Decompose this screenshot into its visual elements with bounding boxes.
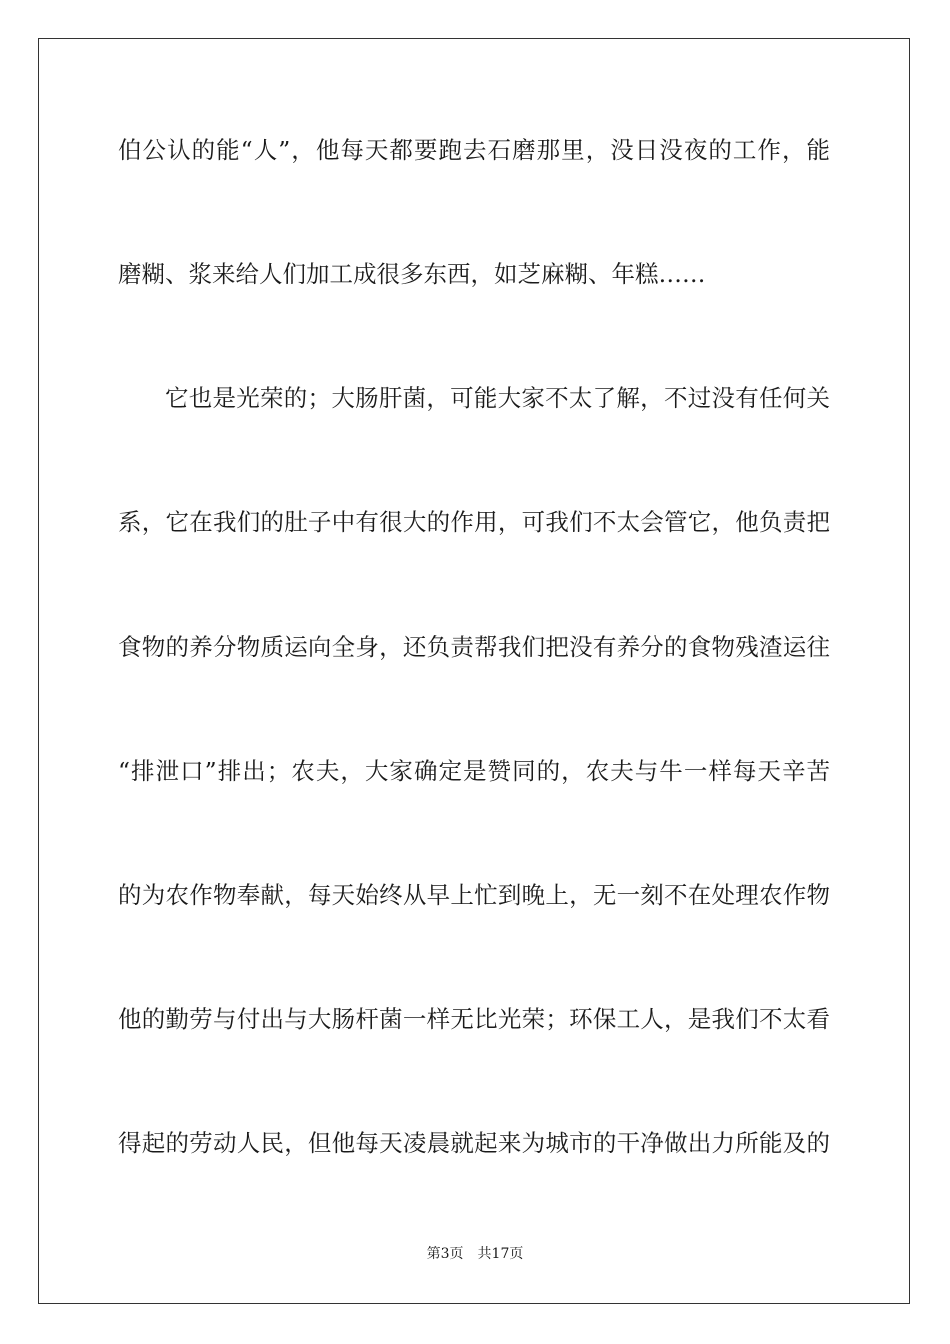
body-text-line-6: “排泄口”排出；农夫，大家确定是赞同的，农夫与牛一样每天辛苦 xyxy=(118,757,830,785)
body-text-line-9: 得起的劳动人民，但他每天凌晨就起来为城市的干净做出力所能及的 xyxy=(118,1129,830,1157)
body-text-line-5: 食物的养分物质运向全身，还负责帮我们把没有养分的食物残渣运往 xyxy=(118,633,830,661)
body-text-line-8: 他的勤劳与付出与大肠杆菌一样无比光荣；环保工人，是我们不太看 xyxy=(118,1005,830,1033)
body-text-line-4: 系，它在我们的肚子中有很大的作用，可我们不太会管它，他负责把 xyxy=(118,508,830,536)
page-total: 共17页 xyxy=(477,1246,524,1262)
page-number: 第3页 xyxy=(426,1246,464,1262)
page-footer xyxy=(0,1245,950,1263)
page-border xyxy=(38,38,910,1304)
body-text-line-2: 磨糊、浆来给人们加工成很多东西，如芝麻糊、年糕…… xyxy=(118,260,706,288)
body-text-line-7: 的为农作物奉献，每天始终从早上忙到晚上，无一刻不在处理农作物 xyxy=(118,881,830,909)
body-text-line-3: 它也是光荣的；大肠肝菌，可能大家不太了解，不过没有任何关 xyxy=(165,384,830,412)
body-text-line-1: 伯公认的能“人”，他每天都要跑去石磨那里，没日没夜的工作，能 xyxy=(118,136,830,164)
